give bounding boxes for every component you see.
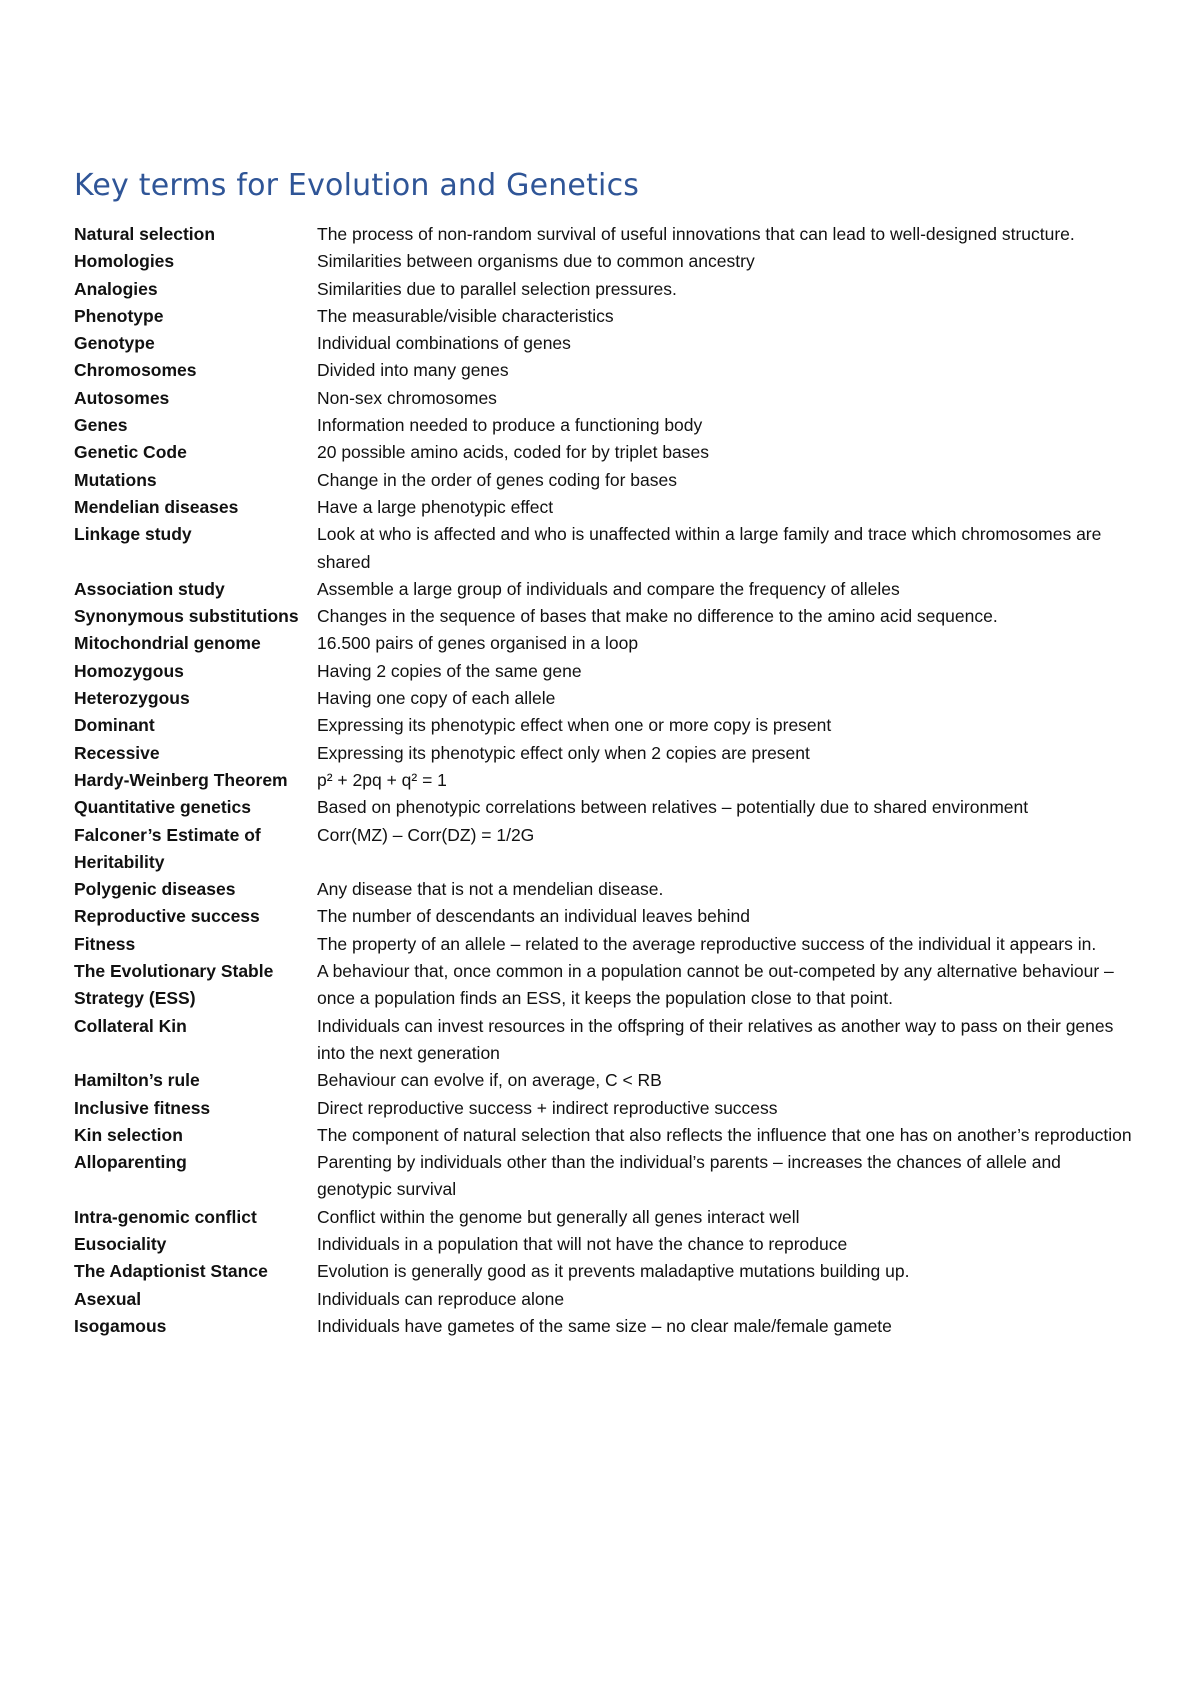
term-definition: Have a large phenotypic effect — [317, 496, 554, 517]
term-definition: The component of natural selection that also reflects the influence that one has on another’s reproduction — [317, 1124, 1132, 1145]
term-label: Falconer’s Estimate of Heritability — [74, 824, 261, 872]
term-label: Reproductive success — [74, 906, 260, 927]
term-label: Eusociality — [74, 1233, 167, 1254]
table-row — [74, 467, 1134, 494]
term-definition: 20 possible amino acids, coded for by triplet bases — [317, 442, 710, 463]
document-page — [74, 168, 1134, 1340]
term-label: Linkage study — [74, 524, 192, 545]
term-definition: Corr(MZ) – Corr(DZ) = 1/2G — [317, 824, 535, 845]
table-row — [74, 276, 1134, 303]
term-label: Chromosomes — [74, 360, 197, 381]
table-row — [74, 1204, 1134, 1231]
term-definition: Similarities between organisms due to common ancestry — [317, 251, 755, 272]
table-row — [74, 1258, 1134, 1285]
term-label: Quantitative genetics — [74, 797, 251, 818]
term-label: The Evolutionary Stable Strategy (ESS) — [74, 961, 274, 1009]
table-row — [74, 958, 1134, 1013]
term-definition: Information needed to produce a functioning body — [317, 415, 703, 436]
page-title: Key terms for Evolution and Genetics — [74, 168, 640, 203]
term-definition: Similarities due to parallel selection pressures. — [317, 278, 677, 299]
term-definition: Expressing its phenotypic effect when one or more copy is present — [317, 715, 832, 736]
term-label: Polygenic diseases — [74, 879, 236, 900]
term-label: The Adaptionist Stance — [74, 1261, 268, 1282]
term-definition: Individual combinations of genes — [317, 333, 571, 354]
terms-table-body — [74, 221, 1134, 1340]
term-definition: 16.500 pairs of genes organised in a loop — [317, 633, 639, 654]
table-row — [74, 822, 1134, 877]
table-row — [74, 576, 1134, 603]
term-definition: Divided into many genes — [317, 360, 509, 381]
term-label: Analogies — [74, 278, 158, 299]
term-label: Mitochondrial genome — [74, 633, 261, 654]
table-row — [74, 385, 1134, 412]
term-definition: Assemble a large group of individuals and compare the frequency of alleles — [317, 578, 900, 599]
term-definition: Evolution is generally good as it prevents maladaptive mutations building up. — [317, 1261, 910, 1282]
table-row — [74, 248, 1134, 275]
table-row — [74, 1286, 1134, 1313]
table-row — [74, 412, 1134, 439]
table-row — [74, 494, 1134, 521]
term-definition: Look at who is affected and who is unaffected within a large family and trace which chromosomes are shared — [317, 524, 1102, 572]
term-label: Mendelian diseases — [74, 496, 239, 517]
table-row — [74, 903, 1134, 930]
term-label: Fitness — [74, 933, 136, 954]
term-label: Association study — [74, 578, 225, 599]
term-definition: A behaviour that, once common in a population cannot be out-competed by any alternative behaviour – once a population finds an ESS, it keeps the population close to that point. — [317, 961, 1114, 1009]
table-row — [74, 876, 1134, 903]
term-label: Genotype — [74, 333, 155, 354]
table-row — [74, 931, 1134, 958]
term-definition: Parenting by individuals other than the individual’s parents – increases the chances of allele and genotypic survival — [317, 1152, 1061, 1200]
term-definition: Expressing its phenotypic effect only when 2 copies are present — [317, 742, 810, 763]
table-row — [74, 1122, 1134, 1149]
table-row — [74, 1231, 1134, 1258]
term-label: Intra-genomic conflict — [74, 1206, 257, 1227]
term-label: Dominant — [74, 715, 155, 736]
term-label: Recessive — [74, 742, 160, 763]
term-definition: p² + 2pq + q² = 1 — [317, 769, 447, 790]
term-definition: Having 2 copies of the same gene — [317, 660, 582, 681]
term-definition: The process of non-random survival of useful innovations that can lead to well-designed structure. — [317, 224, 1075, 244]
table-row — [74, 767, 1134, 794]
term-definition: Direct reproductive success + indirect reproductive success — [317, 1097, 778, 1118]
term-label: Kin selection — [74, 1124, 183, 1145]
term-label: Autosomes — [74, 387, 170, 408]
term-definition: The measurable/visible characteristics — [317, 305, 614, 326]
term-definition: Change in the order of genes coding for bases — [317, 469, 677, 490]
term-label: Isogamous — [74, 1315, 167, 1336]
table-row — [74, 1013, 1134, 1068]
table-row — [74, 1313, 1134, 1340]
table-row — [74, 1149, 1134, 1204]
term-definition: The number of descendants an individual leaves behind — [317, 906, 750, 927]
term-definition: Individuals have gametes of the same size – no clear male/female gamete — [317, 1315, 892, 1336]
terms-table — [74, 221, 1134, 1340]
table-row — [74, 712, 1134, 739]
term-definition: Changes in the sequence of bases that make no difference to the amino acid sequence. — [317, 606, 998, 627]
table-row — [74, 603, 1134, 630]
term-label: Genes — [74, 415, 128, 436]
table-row — [74, 439, 1134, 466]
term-definition: Having one copy of each allele — [317, 688, 556, 709]
table-row — [74, 685, 1134, 712]
term-definition: The property of an allele – related to the average reproductive success of the individual it appears in. — [317, 933, 1097, 954]
table-row — [74, 330, 1134, 357]
term-label: Hardy-Weinberg Theorem — [74, 769, 288, 790]
table-row — [74, 1095, 1134, 1122]
table-row — [74, 794, 1134, 821]
term-definition: Non-sex chromosomes — [317, 387, 497, 408]
term-label: Mutations — [74, 469, 157, 490]
table-row — [74, 221, 1134, 248]
table-row — [74, 303, 1134, 330]
term-definition: Behaviour can evolve if, on average, C < RB — [317, 1070, 662, 1091]
term-label: Phenotype — [74, 305, 164, 326]
term-label: Alloparenting — [74, 1152, 187, 1173]
term-definition: Individuals can invest resources in the offspring of their relatives as another way to pass on their genes into the next generation — [317, 1015, 1114, 1063]
table-row — [74, 630, 1134, 657]
term-definition: Individuals in a population that will not have the chance to reproduce — [317, 1233, 848, 1254]
term-label: Asexual — [74, 1288, 142, 1309]
term-label: Heterozygous — [74, 688, 190, 709]
term-definition: Based on phenotypic correlations between relatives – potentially due to shared environment — [317, 797, 1029, 818]
term-definition: Conflict within the genome but generally all genes interact well — [317, 1206, 800, 1227]
term-definition: Any disease that is not a mendelian disease. — [317, 879, 664, 900]
term-label: Genetic Code — [74, 442, 187, 463]
table-row — [74, 357, 1134, 384]
term-definition: Individuals can reproduce alone — [317, 1288, 565, 1309]
term-label: Homozygous — [74, 660, 184, 681]
table-row — [74, 521, 1134, 576]
term-label: Inclusive fitness — [74, 1097, 211, 1118]
term-label: Collateral Kin — [74, 1015, 187, 1036]
term-label: Homologies — [74, 251, 175, 272]
table-row — [74, 1067, 1134, 1094]
table-row — [74, 658, 1134, 685]
term-label: Hamilton’s rule — [74, 1070, 200, 1091]
table-row — [74, 740, 1134, 767]
term-label: Synonymous substitutions — [74, 606, 299, 627]
term-label: Natural selection — [74, 224, 216, 244]
